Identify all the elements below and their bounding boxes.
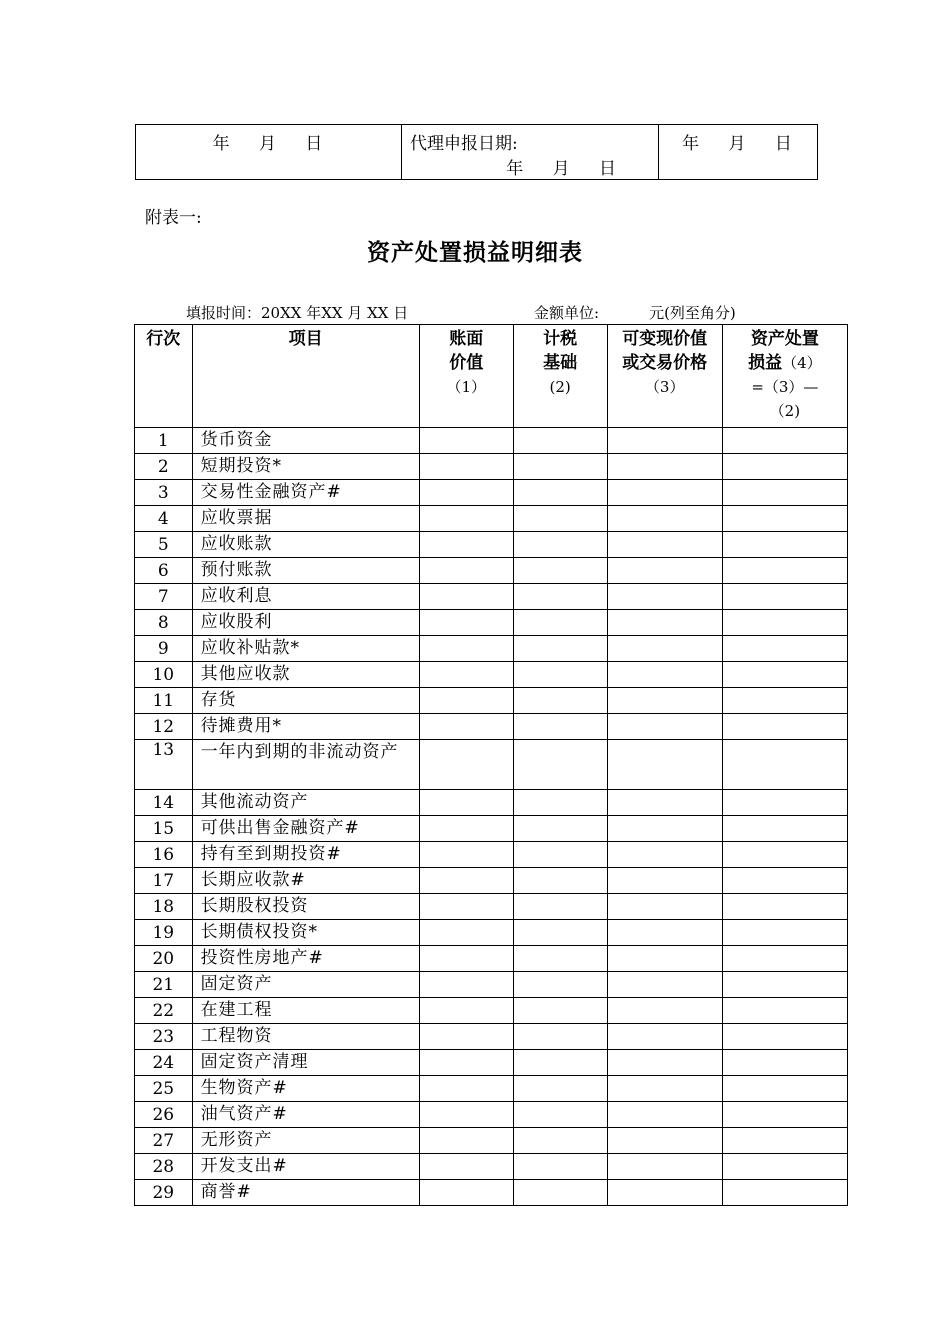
row-item: 长期应收款#: [192, 868, 419, 894]
tax-basis-cell[interactable]: [513, 894, 607, 920]
disposal-gain-loss-cell[interactable]: [722, 1154, 847, 1180]
book-value-cell[interactable]: [419, 454, 513, 480]
tax-basis-cell[interactable]: [513, 946, 607, 972]
row-number: 28: [135, 1154, 193, 1180]
disposal-gain-loss-cell[interactable]: [722, 1076, 847, 1102]
table-row: [135, 636, 848, 662]
row-item: 待摊费用*: [192, 714, 419, 740]
tax-basis-cell[interactable]: [513, 532, 607, 558]
row-item: 投资性房地产#: [192, 946, 419, 972]
disposal-gain-loss-cell[interactable]: [722, 842, 847, 868]
header-book-value-line2: 价值: [449, 353, 484, 373]
book-value-cell[interactable]: [419, 1128, 513, 1154]
realizable-value-cell[interactable]: [607, 972, 722, 998]
row-item: 存货: [192, 688, 419, 714]
row-number: 26: [135, 1102, 193, 1128]
table-row: [135, 714, 848, 740]
amount-unit-value: 元(列至角分): [649, 304, 736, 322]
tax-basis-cell[interactable]: [513, 998, 607, 1024]
row-number: 16: [135, 842, 193, 868]
row-number: 22: [135, 998, 193, 1024]
asset-disposal-table: [134, 324, 848, 1206]
disposal-gain-loss-cell[interactable]: [722, 454, 847, 480]
disposal-gain-loss-cell[interactable]: [722, 868, 847, 894]
row-item: 固定资产: [192, 972, 419, 998]
row-number: 25: [135, 1076, 193, 1102]
row-number: 10: [135, 662, 193, 688]
tax-basis-cell[interactable]: [513, 790, 607, 816]
table-row: [135, 1102, 848, 1128]
realizable-value-cell[interactable]: [607, 532, 722, 558]
tax-basis-cell[interactable]: [513, 610, 607, 636]
disposal-gain-loss-cell[interactable]: [722, 972, 847, 998]
header-tax-basis-line1: 计税: [543, 329, 578, 349]
row-number: 19: [135, 920, 193, 946]
row-number: 7: [135, 584, 193, 610]
header-tax-basis-line2: 基础: [543, 353, 578, 373]
tax-basis-cell[interactable]: [513, 506, 607, 532]
row-item: 预付账款: [192, 558, 419, 584]
table-row: [135, 868, 848, 894]
realizable-value-cell[interactable]: [607, 506, 722, 532]
header-disposal-line1: 资产处置: [750, 329, 819, 349]
book-value-cell[interactable]: [419, 920, 513, 946]
amount-unit-label: 金额单位:: [534, 304, 600, 322]
book-value-cell[interactable]: [419, 1076, 513, 1102]
header-realizable-value: [607, 325, 722, 428]
day-char: 日: [774, 134, 794, 154]
month-char: 月: [259, 134, 278, 154]
row-item: 其他应收款: [192, 662, 419, 688]
signature-date-box: [135, 124, 818, 180]
disposal-gain-loss-cell[interactable]: [722, 740, 847, 790]
book-value-cell[interactable]: [419, 1154, 513, 1180]
book-value-cell[interactable]: [419, 714, 513, 740]
realizable-value-cell[interactable]: [607, 790, 722, 816]
table-row: [135, 428, 848, 454]
table-row: [135, 480, 848, 506]
tax-basis-cell[interactable]: [513, 972, 607, 998]
header-disposal-gain-loss: [722, 325, 847, 428]
book-value-cell[interactable]: [419, 688, 513, 714]
row-number: 20: [135, 946, 193, 972]
row-item: 持有至到期投资#: [192, 842, 419, 868]
realizable-value-cell[interactable]: [607, 1076, 722, 1102]
table-row: [135, 1154, 848, 1180]
realizable-value-cell[interactable]: [607, 946, 722, 972]
header-disposal-line2: 损益（4）: [748, 353, 822, 373]
tax-basis-cell[interactable]: [513, 816, 607, 842]
tax-basis-cell[interactable]: [513, 688, 607, 714]
table-row: [135, 584, 848, 610]
row-item: 短期投资*: [192, 454, 419, 480]
row-item: 工程物资: [192, 1024, 419, 1050]
row-item: 应收补贴款*: [192, 636, 419, 662]
row-number: 14: [135, 790, 193, 816]
table-row: [135, 1128, 848, 1154]
row-number: 15: [135, 816, 193, 842]
book-value-cell[interactable]: [419, 428, 513, 454]
row-item: 货币资金: [192, 428, 419, 454]
realizable-value-cell[interactable]: [607, 428, 722, 454]
realizable-value-cell[interactable]: [607, 894, 722, 920]
row-item: 交易性金融资产#: [192, 480, 419, 506]
row-item: 固定资产清理: [192, 1050, 419, 1076]
table-row: [135, 558, 848, 584]
year-char: 年: [506, 159, 526, 179]
row-item: 在建工程: [192, 998, 419, 1024]
book-value-cell[interactable]: [419, 558, 513, 584]
disposal-gain-loss-cell[interactable]: [722, 1024, 847, 1050]
book-value-cell[interactable]: [419, 480, 513, 506]
tax-basis-cell[interactable]: [513, 558, 607, 584]
row-number: 21: [135, 972, 193, 998]
realizable-value-cell[interactable]: [607, 1050, 722, 1076]
table-row: [135, 1024, 848, 1050]
book-value-cell[interactable]: [419, 1050, 513, 1076]
realizable-value-cell[interactable]: [607, 1180, 722, 1206]
table-row: [135, 532, 848, 558]
book-value-cell[interactable]: [419, 790, 513, 816]
row-item: 应收票据: [192, 506, 419, 532]
table-row: [135, 790, 848, 816]
row-number: 2: [135, 454, 193, 480]
row-item: 长期股权投资: [192, 894, 419, 920]
table-row: [135, 816, 848, 842]
header-realizable-line2: 或交易价格: [622, 353, 708, 373]
tax-basis-cell[interactable]: [513, 1128, 607, 1154]
realizable-value-cell[interactable]: [607, 1102, 722, 1128]
row-item: 长期债权投资*: [192, 920, 419, 946]
tax-basis-cell[interactable]: [513, 636, 607, 662]
header-realizable-line1: 可变现价值: [622, 329, 708, 349]
disposal-gain-loss-cell[interactable]: [722, 428, 847, 454]
row-number: 29: [135, 1180, 193, 1206]
realizable-value-cell[interactable]: [607, 868, 722, 894]
tax-basis-cell[interactable]: [513, 428, 607, 454]
realizable-value-cell[interactable]: [607, 688, 722, 714]
disposal-gain-loss-cell[interactable]: [722, 610, 847, 636]
header-book-value-sub: （1）: [446, 378, 487, 396]
header-disposal-formula-end: （2): [769, 402, 801, 420]
month-char: 月: [552, 159, 572, 179]
row-item: 应收股利: [192, 610, 419, 636]
table-row: [135, 972, 848, 998]
realizable-value-cell[interactable]: [607, 558, 722, 584]
row-number: 18: [135, 894, 193, 920]
tax-basis-cell[interactable]: [513, 740, 607, 790]
row-number: 13: [135, 740, 193, 790]
header-tax-basis: [513, 325, 607, 428]
tax-basis-cell[interactable]: [513, 1076, 607, 1102]
table-row: [135, 688, 848, 714]
disposal-gain-loss-cell[interactable]: [722, 816, 847, 842]
row-item: 油气资产#: [192, 1102, 419, 1128]
realizable-value-cell[interactable]: [607, 1024, 722, 1050]
book-value-cell[interactable]: [419, 816, 513, 842]
realizable-value-cell[interactable]: [607, 816, 722, 842]
table-row: [135, 1180, 848, 1206]
table-row: [135, 842, 848, 868]
tax-basis-cell[interactable]: [513, 662, 607, 688]
book-value-cell[interactable]: [419, 532, 513, 558]
tax-basis-cell[interactable]: [513, 1180, 607, 1206]
disposal-gain-loss-cell[interactable]: [722, 584, 847, 610]
book-value-cell[interactable]: [419, 610, 513, 636]
realizable-value-cell[interactable]: [607, 662, 722, 688]
disposal-gain-loss-cell[interactable]: [722, 1102, 847, 1128]
realizable-value-cell[interactable]: [607, 584, 722, 610]
header-disposal-formula: =（3）—: [751, 378, 819, 396]
book-value-cell[interactable]: [419, 894, 513, 920]
realizable-value-cell[interactable]: [607, 842, 722, 868]
disposal-gain-loss-cell[interactable]: [722, 946, 847, 972]
row-number: 6: [135, 558, 193, 584]
row-number: 1: [135, 428, 193, 454]
disposal-gain-loss-cell[interactable]: [722, 532, 847, 558]
date-cell: [136, 125, 402, 180]
fill-time: 填报时间：20XX 年XX 月 XX 日: [186, 304, 409, 322]
realizable-value-cell[interactable]: [607, 480, 722, 506]
row-item: 一年内到期的非流动资产: [192, 740, 419, 790]
header-realizable-sub: （3）: [644, 378, 685, 396]
year-char: 年: [682, 134, 702, 154]
disposal-gain-loss-cell[interactable]: [722, 688, 847, 714]
header-book-value-line1: 账面: [449, 329, 484, 349]
table-row: [135, 506, 848, 532]
tax-basis-cell[interactable]: [513, 920, 607, 946]
disposal-gain-loss-cell[interactable]: [722, 790, 847, 816]
table-row: [135, 662, 848, 688]
disposal-gain-loss-cell[interactable]: [722, 894, 847, 920]
realizable-value-cell[interactable]: [607, 714, 722, 740]
table-row: [135, 1076, 848, 1102]
tax-basis-cell[interactable]: [513, 868, 607, 894]
realizable-value-cell[interactable]: [607, 454, 722, 480]
row-number: 4: [135, 506, 193, 532]
header-row: [135, 325, 848, 428]
amount-unit: [534, 302, 736, 323]
tax-basis-cell[interactable]: [513, 1154, 607, 1180]
book-value-cell[interactable]: [419, 662, 513, 688]
disposal-gain-loss-cell[interactable]: [722, 1050, 847, 1076]
day-char: 日: [599, 159, 618, 179]
realizable-value-cell[interactable]: [607, 636, 722, 662]
header-row-no: 行次: [135, 325, 193, 428]
disposal-gain-loss-cell[interactable]: [722, 506, 847, 532]
tax-basis-cell[interactable]: [513, 1102, 607, 1128]
realizable-value-cell[interactable]: [607, 1128, 722, 1154]
book-value-cell[interactable]: [419, 584, 513, 610]
realizable-value-cell[interactable]: [607, 610, 722, 636]
disposal-gain-loss-cell[interactable]: [722, 920, 847, 946]
row-item: 其他流动资产: [192, 790, 419, 816]
row-item: 商誉#: [192, 1180, 419, 1206]
tax-basis-cell[interactable]: [513, 842, 607, 868]
disposal-gain-loss-cell[interactable]: [722, 1128, 847, 1154]
row-item: 应收利息: [192, 584, 419, 610]
book-value-cell[interactable]: [419, 1102, 513, 1128]
disposal-gain-loss-cell[interactable]: [722, 480, 847, 506]
table-row: [135, 894, 848, 920]
book-value-cell[interactable]: [419, 740, 513, 790]
table-row: [135, 454, 848, 480]
row-item: 生物资产#: [192, 1076, 419, 1102]
realizable-value-cell[interactable]: [607, 920, 722, 946]
book-value-cell[interactable]: [419, 998, 513, 1024]
book-value-cell[interactable]: [419, 868, 513, 894]
disposal-gain-loss-cell[interactable]: [722, 714, 847, 740]
book-value-cell[interactable]: [419, 946, 513, 972]
disposal-gain-loss-cell[interactable]: [722, 1180, 847, 1206]
day-char: 日: [305, 134, 325, 154]
row-number: 27: [135, 1128, 193, 1154]
header-tax-basis-sub: (2): [549, 378, 571, 396]
disposal-gain-loss-cell[interactable]: [722, 558, 847, 584]
table-row: [135, 920, 848, 946]
row-item: 应收账款: [192, 532, 419, 558]
header-book-value: [419, 325, 513, 428]
book-value-cell[interactable]: [419, 842, 513, 868]
realizable-value-cell[interactable]: [607, 998, 722, 1024]
row-number: 5: [135, 532, 193, 558]
tax-basis-cell[interactable]: [513, 1050, 607, 1076]
year-char: 年: [212, 134, 232, 154]
page-title: 资产处置损益明细表: [367, 240, 583, 266]
book-value-cell[interactable]: [419, 506, 513, 532]
month-char: 月: [728, 134, 748, 154]
table-row: [135, 1050, 848, 1076]
row-number: 9: [135, 636, 193, 662]
realizable-value-cell[interactable]: [607, 1154, 722, 1180]
table-row: [135, 946, 848, 972]
table-body: [135, 428, 848, 1206]
disposal-gain-loss-cell[interactable]: [722, 636, 847, 662]
row-number: 11: [135, 688, 193, 714]
row-number: 3: [135, 480, 193, 506]
attachment-label: 附表一:: [145, 208, 202, 228]
table-row: [135, 998, 848, 1024]
table-row: [135, 740, 848, 790]
book-value-cell[interactable]: [419, 1024, 513, 1050]
tax-basis-cell[interactable]: [513, 1024, 607, 1050]
row-number: 23: [135, 1024, 193, 1050]
row-number: 17: [135, 868, 193, 894]
agent-date-cell: [402, 125, 659, 180]
row-number: 12: [135, 714, 193, 740]
row-item: 可供出售金融资产#: [192, 816, 419, 842]
table-row: [135, 610, 848, 636]
book-value-cell[interactable]: [419, 636, 513, 662]
tax-basis-cell[interactable]: [513, 480, 607, 506]
row-item: 无形资产: [192, 1128, 419, 1154]
tax-basis-cell[interactable]: [513, 584, 607, 610]
row-item: 开发支出#: [192, 1154, 419, 1180]
row-number: 8: [135, 610, 193, 636]
tax-basis-cell[interactable]: [513, 714, 607, 740]
book-value-cell[interactable]: [419, 1180, 513, 1206]
disposal-gain-loss-cell[interactable]: [722, 662, 847, 688]
book-value-cell[interactable]: [419, 972, 513, 998]
disposal-gain-loss-cell[interactable]: [722, 998, 847, 1024]
header-item: 项目: [192, 325, 419, 428]
right-date-cell: [659, 125, 818, 180]
tax-basis-cell[interactable]: [513, 454, 607, 480]
realizable-value-cell[interactable]: [607, 740, 722, 790]
row-number: 24: [135, 1050, 193, 1076]
agent-date-label: 代理申报日期:: [410, 134, 518, 154]
